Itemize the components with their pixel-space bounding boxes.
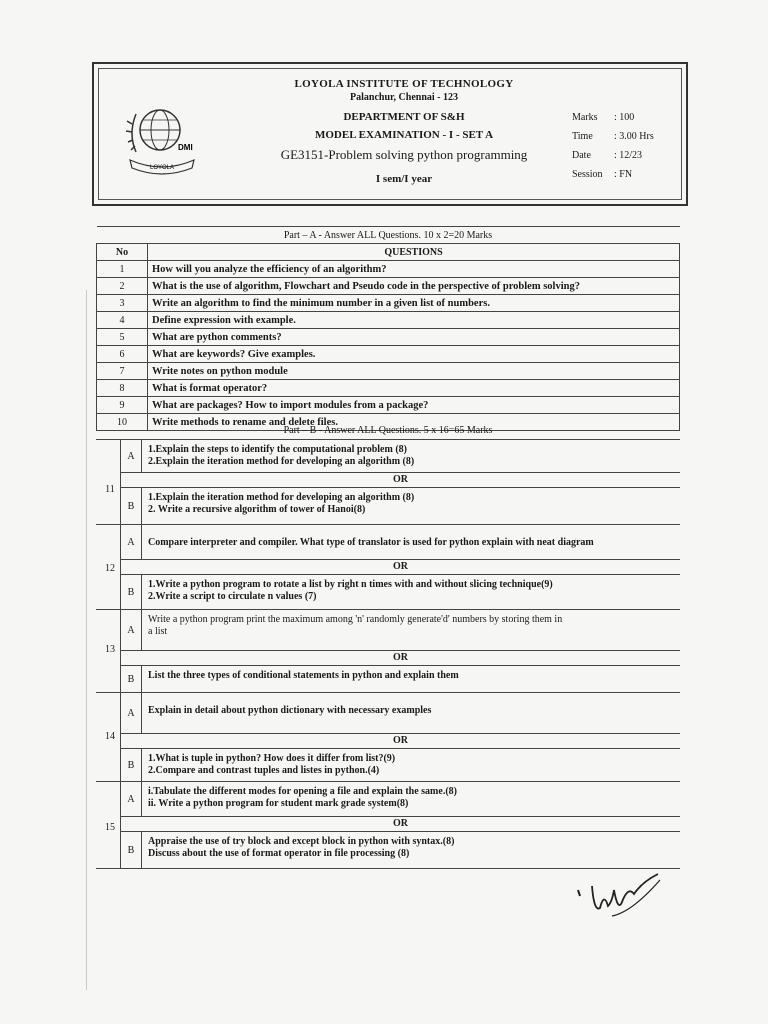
option-line: 1.Explain the iteration method for developing an algorithm (8) bbox=[148, 492, 415, 503]
option-line: 2. Write a recursive algorithm of tower of Hanoi(8) bbox=[148, 504, 366, 515]
question-option-b bbox=[120, 749, 680, 781]
header-title-block bbox=[224, 78, 584, 185]
question-option-b bbox=[120, 488, 680, 524]
option-line: 1.Explain the steps to identify the computational problem (8) bbox=[148, 444, 407, 455]
option-line: 2.Compare and contrast tuples and listes in python.(4) bbox=[148, 765, 380, 776]
or-separator: OR bbox=[120, 559, 680, 575]
question-option-a bbox=[120, 782, 680, 816]
marks-value: : 100 bbox=[614, 112, 635, 123]
option-letter: B bbox=[121, 488, 142, 524]
time-label: Time bbox=[572, 131, 593, 142]
date-row bbox=[572, 146, 654, 165]
time-value: : 3.00 Hrs bbox=[614, 131, 654, 142]
option-line: 1.Write a python program to rotate a list by right n times with and without slicing technique(9) bbox=[148, 579, 553, 590]
option-line: 2.Explain the iteration method for developing an algorithm (8) bbox=[148, 456, 415, 467]
option-letter: B bbox=[121, 832, 142, 868]
question-text: Write notes on python module bbox=[148, 363, 680, 380]
exam-meta bbox=[572, 108, 654, 184]
marks-row bbox=[572, 108, 654, 127]
table-row bbox=[97, 278, 680, 295]
table-row bbox=[97, 363, 680, 380]
exam-name: MODEL EXAMINATION - I - SET A bbox=[314, 129, 494, 141]
option-line: 2.Write a script to circulate n values (7) bbox=[148, 591, 317, 602]
table-row bbox=[97, 329, 680, 346]
scan-fold-line bbox=[86, 290, 87, 990]
question-option-a bbox=[120, 440, 680, 472]
question-number: 11 bbox=[105, 484, 115, 495]
table-row bbox=[97, 397, 680, 414]
part-b-section bbox=[96, 423, 680, 869]
question-number: 12 bbox=[105, 563, 115, 574]
option-line: Compare interpreter and compiler. What type of translator is used for python explain with neat diagram bbox=[148, 537, 594, 548]
question-text: Write an algorithm to find the minimum number in a given list of numbers. bbox=[148, 295, 680, 312]
question-group-11 bbox=[96, 439, 680, 524]
question-text: What are keywords? Give examples. bbox=[148, 346, 680, 363]
session-row bbox=[572, 165, 654, 184]
question-group-13 bbox=[96, 609, 680, 692]
question-text: What is the use of algorithm, Flowchart and Pseudo code in the perspective of problem solving? bbox=[148, 278, 680, 295]
option-text bbox=[142, 832, 680, 868]
question-option-b bbox=[120, 832, 680, 868]
table-row bbox=[97, 261, 680, 278]
question-text: Define expression with example. bbox=[148, 312, 680, 329]
option-letter: A bbox=[121, 782, 142, 816]
option-line: Appraise the use of try block and except block in python with syntax.(8) bbox=[148, 836, 455, 847]
institute-name: LOYOLA INSTITUTE OF TECHNOLOGY bbox=[294, 78, 514, 90]
part-b-title: Part – B - Answer ALL Questions. 5 x 16=65 Marks bbox=[283, 425, 493, 436]
table-row bbox=[97, 295, 680, 312]
session-value: : FN bbox=[614, 169, 633, 180]
part-a-header-row bbox=[97, 244, 680, 261]
course-title: GE3151-Problem solving python programming bbox=[280, 147, 528, 162]
option-line: Explain in detail about python dictionary with necessary examples bbox=[148, 705, 432, 716]
question-number: 7 bbox=[97, 363, 148, 380]
option-text bbox=[142, 488, 680, 524]
option-letter: B bbox=[121, 575, 142, 609]
date-label: Date bbox=[572, 150, 591, 161]
table-row bbox=[97, 312, 680, 329]
logo-ribbon-text: LOYOLA bbox=[149, 165, 175, 171]
question-text: How will you analyze the efficiency of an algorithm? bbox=[148, 261, 680, 278]
institute-address: Palanchur, Chennai - 123 bbox=[350, 92, 458, 103]
option-text bbox=[142, 440, 680, 472]
option-line: Discuss about the use of format operator in file processing (8) bbox=[148, 848, 410, 859]
question-number: 13 bbox=[105, 644, 115, 655]
option-line: ii. Write a python program for student mark grade system(8) bbox=[148, 798, 409, 809]
or-separator: OR bbox=[120, 472, 680, 488]
option-text bbox=[142, 525, 680, 559]
option-letter: A bbox=[121, 610, 142, 650]
question-number: 3 bbox=[97, 295, 148, 312]
date-value: : 12/23 bbox=[614, 150, 643, 161]
question-option-b bbox=[120, 666, 680, 692]
question-number: 9 bbox=[97, 397, 148, 414]
question-group-14 bbox=[96, 692, 680, 781]
question-option-a bbox=[120, 693, 680, 733]
part-a-title-row bbox=[97, 227, 680, 244]
logo-mark-text: DMI bbox=[178, 143, 193, 152]
or-separator: OR bbox=[120, 650, 680, 666]
time-row bbox=[572, 127, 654, 146]
option-letter: B bbox=[121, 666, 142, 692]
option-line: List the three types of conditional statements in python and explain them bbox=[148, 670, 459, 681]
exam-header bbox=[92, 62, 688, 206]
option-letter: B bbox=[121, 749, 142, 781]
session-label: Session bbox=[572, 169, 603, 180]
signature-icon bbox=[572, 872, 662, 932]
question-option-b bbox=[120, 575, 680, 609]
question-option-a bbox=[120, 525, 680, 559]
option-text bbox=[142, 666, 680, 692]
option-line: Write a python program print the maximum among 'n' randomly generate'd' numbers by storing them in bbox=[148, 614, 563, 625]
option-line: 1.What is tuple in python? How does it differ from list?(9) bbox=[148, 753, 396, 764]
question-number: 2 bbox=[97, 278, 148, 295]
option-text bbox=[142, 575, 680, 609]
question-text: Write methods to rename and delete files. bbox=[148, 414, 680, 431]
question-number: 5 bbox=[97, 329, 148, 346]
option-letter: A bbox=[121, 693, 142, 733]
question-text: What are packages? How to import modules from a package? bbox=[148, 397, 680, 414]
question-number: 14 bbox=[105, 731, 115, 742]
question-option-a bbox=[120, 610, 680, 650]
question-group-15 bbox=[96, 781, 680, 869]
option-text bbox=[142, 749, 680, 781]
part-a-table bbox=[96, 226, 680, 431]
question-number: 15 bbox=[105, 822, 115, 833]
column-questions-header: QUESTIONS bbox=[148, 244, 680, 261]
question-number: 8 bbox=[97, 380, 148, 397]
option-text bbox=[142, 610, 680, 650]
option-text bbox=[142, 693, 680, 733]
question-number: 6 bbox=[97, 346, 148, 363]
table-row bbox=[97, 346, 680, 363]
option-letter: A bbox=[121, 440, 142, 472]
option-letter: A bbox=[121, 525, 142, 559]
option-line: a list bbox=[148, 626, 168, 637]
question-number: 1 bbox=[97, 261, 148, 278]
semester-label: I sem/I year bbox=[375, 173, 433, 185]
question-number: 4 bbox=[97, 312, 148, 329]
or-separator: OR bbox=[120, 816, 680, 832]
marks-label: Marks bbox=[572, 112, 598, 123]
question-number: 10 bbox=[97, 414, 148, 431]
institute-logo-icon bbox=[122, 94, 202, 176]
table-row bbox=[97, 380, 680, 397]
option-line: i.Tabulate the different modes for opening a file and explain the same.(8) bbox=[148, 786, 457, 797]
or-separator: OR bbox=[120, 733, 680, 749]
question-group-12 bbox=[96, 524, 680, 609]
column-no-header: No bbox=[97, 244, 148, 261]
option-text bbox=[142, 782, 680, 816]
question-text: What are python comments? bbox=[148, 329, 680, 346]
question-text: What is format operator? bbox=[148, 380, 680, 397]
part-a-title: Part – A - Answer ALL Questions. 10 x 2=20 Marks bbox=[97, 227, 680, 244]
department-name: DEPARTMENT OF S&H bbox=[343, 111, 465, 123]
